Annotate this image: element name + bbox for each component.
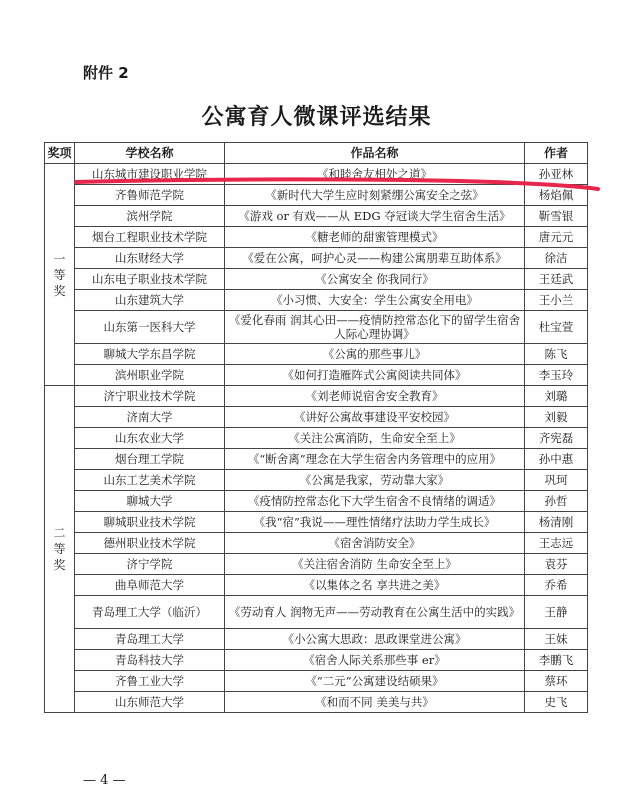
table-row [45, 512, 588, 533]
table-row [45, 206, 588, 227]
school-cell: 聊城大学东昌学院 [75, 344, 225, 365]
table-row [45, 407, 588, 428]
work-cell: 《如何打造雁阵式公寓阅读共同体》 [225, 365, 525, 386]
author-cell: 孙亚林 [525, 164, 588, 185]
school-cell: 济南大学 [75, 407, 225, 428]
work-cell: 《疫情防控常态化下大学生宿舍不良情绪的调适》 [225, 491, 525, 512]
school-cell: 山东电子职业技术学院 [75, 269, 225, 290]
author-cell: 靳雪银 [525, 206, 588, 227]
school-cell: 山东农业大学 [75, 428, 225, 449]
table-row [45, 470, 588, 491]
work-cell: 《爱在公寓，呵护心灵——构建公寓朋辈互助体系》 [225, 248, 525, 269]
award-cell [45, 386, 75, 713]
work-cell: 《以集体之名 享共进之美》 [225, 575, 525, 596]
table-row [45, 575, 588, 596]
table-row [45, 344, 588, 365]
column-header: 学校名称 [75, 143, 225, 164]
column-header: 作品名称 [225, 143, 525, 164]
author-cell: 巩珂 [525, 470, 588, 491]
work-cell: 《爱化春雨 润其心田——疫情防控常态化下的留学生宿舍人际心理协调》 [225, 311, 525, 344]
work-cell: 《和睦舍友相处之道》 [225, 164, 525, 185]
school-cell: 济宁学院 [75, 554, 225, 575]
author-cell: 王志远 [525, 533, 588, 554]
author-cell: 王妹 [525, 629, 588, 650]
work-cell: 《我“宿”我说——理性情绪疗法助力学生成长》 [225, 512, 525, 533]
work-cell: 《糖老师的甜蜜管理模式》 [225, 227, 525, 248]
author-cell: 孙哲 [525, 491, 588, 512]
author-cell: 李玉玲 [525, 365, 588, 386]
work-cell: 《新时代大学生应时刻紧绷公寓安全之弦》 [225, 185, 525, 206]
table-row [45, 164, 588, 185]
school-cell: 齐鲁工业大学 [75, 671, 225, 692]
work-cell: 《公寓是我家，劳动靠大家》 [225, 470, 525, 491]
table-row [45, 671, 588, 692]
author-cell: 徐洁 [525, 248, 588, 269]
award-cell [45, 164, 75, 386]
author-cell: 杨焰佩 [525, 185, 588, 206]
author-cell: 蔡环 [525, 671, 588, 692]
author-cell: 杜宝萱 [525, 311, 588, 344]
work-cell: 《刘老师说宿舍安全教育》 [225, 386, 525, 407]
work-cell: 《小公寓大思政：思政课堂进公寓》 [225, 629, 525, 650]
school-cell: 聊城职业技术学院 [75, 512, 225, 533]
work-cell: 《公寓的那些事儿》 [225, 344, 525, 365]
table-row [45, 533, 588, 554]
table-row [45, 311, 588, 344]
table-row [45, 248, 588, 269]
work-cell: 《关注宿舍消防 生命安全至上》 [225, 554, 525, 575]
school-cell: 山东工艺美术学院 [75, 470, 225, 491]
school-cell: 烟台工程职业技术学院 [75, 227, 225, 248]
school-cell: 滨州职业学院 [75, 365, 225, 386]
attachment-label: 附件 2 [83, 64, 129, 82]
author-cell: 王廷武 [525, 269, 588, 290]
table-body [45, 164, 588, 713]
table-row [45, 554, 588, 575]
author-cell: 史飞 [525, 692, 588, 713]
author-cell: 王小兰 [525, 290, 588, 311]
table-row [45, 290, 588, 311]
work-cell: 《游戏 or 有戏——从 EDG 夺冠谈大学生宿舍生活》 [225, 206, 525, 227]
table-row [45, 386, 588, 407]
work-cell: 《关注公寓消防，生命安全至上》 [225, 428, 525, 449]
table-row [45, 449, 588, 470]
school-cell: 山东师范大学 [75, 692, 225, 713]
author-cell: 刘毅 [525, 407, 588, 428]
document-title: 公寓育人微课评选结果 [201, 104, 432, 130]
school-cell: 山东财经大学 [75, 248, 225, 269]
work-cell: 《“断舍离”理念在大学生宿舍内务管理中的应用》 [225, 449, 525, 470]
table-header-row [45, 143, 588, 164]
school-cell: 青岛理工大学 [75, 629, 225, 650]
work-cell: 《和而不同 美美与共》 [225, 692, 525, 713]
school-cell: 曲阜师范大学 [75, 575, 225, 596]
award-label: 一等奖 [53, 251, 66, 298]
table-row [45, 269, 588, 290]
school-cell: 齐鲁师范学院 [75, 185, 225, 206]
author-cell: 孙中惠 [525, 449, 588, 470]
author-cell: 刘璐 [525, 386, 588, 407]
school-cell: 德州职业技术学院 [75, 533, 225, 554]
table-row [45, 596, 588, 629]
school-cell: 山东建筑大学 [75, 290, 225, 311]
table-row [45, 629, 588, 650]
work-cell: 《宿舍消防安全》 [225, 533, 525, 554]
author-cell: 乔希 [525, 575, 588, 596]
author-cell: 唐元元 [525, 227, 588, 248]
school-cell: 烟台理工学院 [75, 449, 225, 470]
school-cell: 济宁职业技术学院 [75, 386, 225, 407]
table-row [45, 428, 588, 449]
table-row [45, 365, 588, 386]
column-header: 奖项 [45, 143, 75, 164]
school-cell: 山东第一医科大学 [75, 311, 225, 344]
author-cell: 李鹏飞 [525, 650, 588, 671]
school-cell: 青岛科技大学 [75, 650, 225, 671]
author-cell: 王静 [525, 596, 588, 629]
author-cell: 陈飞 [525, 344, 588, 365]
school-cell: 山东城市建设职业学院 [75, 164, 225, 185]
school-cell: 青岛理工大学（临沂） [75, 596, 225, 629]
award-label: 二等奖 [53, 526, 66, 572]
school-cell: 滨州学院 [75, 206, 225, 227]
author-cell: 杨清刚 [525, 512, 588, 533]
table-row [45, 650, 588, 671]
work-cell: 《公寓安全 你我同行》 [225, 269, 525, 290]
author-cell: 齐宪磊 [525, 428, 588, 449]
work-cell: 《讲好公寓故事建设平安校园》 [225, 407, 525, 428]
page-number: — 4 — [83, 773, 126, 788]
table-row [45, 185, 588, 206]
work-cell: 《劳动育人 润物无声——劳动教育在公寓生活中的实践》 [225, 596, 525, 629]
table-row [45, 692, 588, 713]
work-cell: 《“二元”公寓建设结硕果》 [225, 671, 525, 692]
table-row [45, 491, 588, 512]
column-header: 作者 [525, 143, 588, 164]
table-row [45, 227, 588, 248]
work-cell: 《宿舍人际关系那些事 er》 [225, 650, 525, 671]
school-cell: 聊城大学 [75, 491, 225, 512]
author-cell: 袁芬 [525, 554, 588, 575]
results-table [44, 142, 588, 713]
work-cell: 《小习惯、大安全：学生公寓安全用电》 [225, 290, 525, 311]
